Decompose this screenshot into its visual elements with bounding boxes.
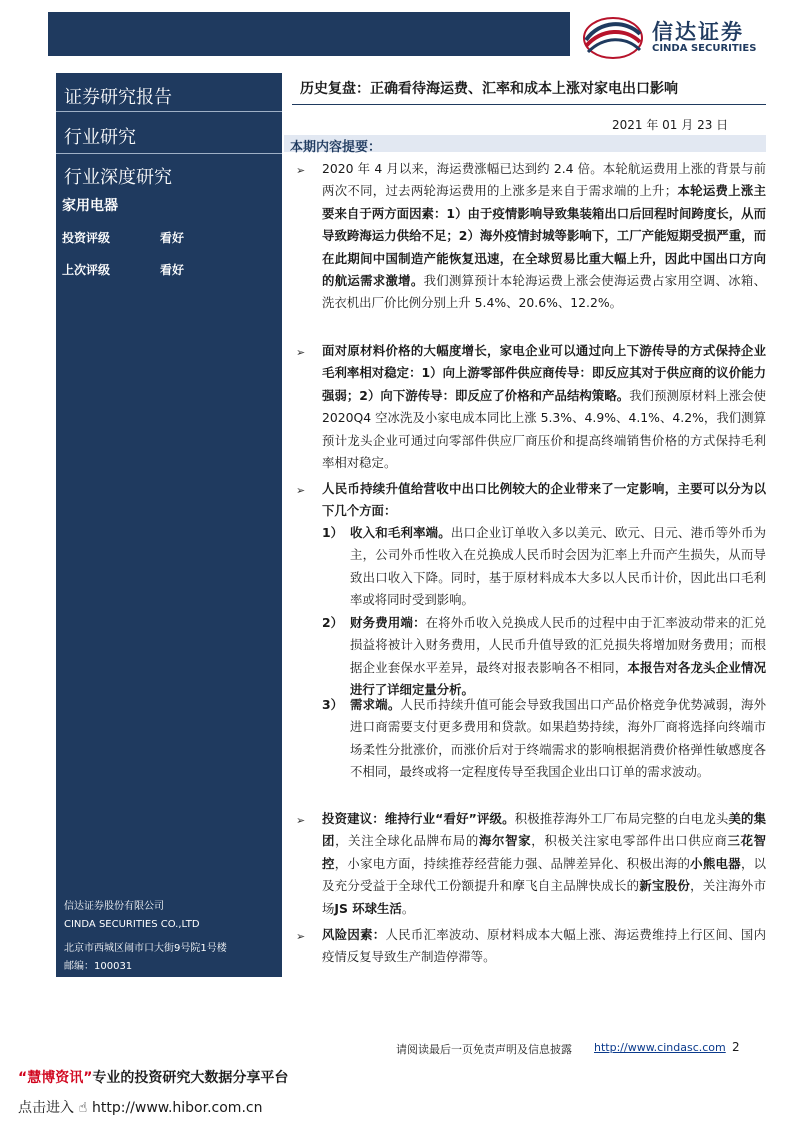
summary-paragraph-fx bbox=[322, 478, 766, 523]
text-segment: 。 bbox=[401, 900, 415, 916]
text-segment: ，以及充分受益于全球代工份额提升和摩飞自主品牌快成长的 bbox=[322, 855, 767, 894]
company-xinbao: 新宝股份 bbox=[639, 878, 691, 894]
report-sub-category: 行业深度研究 bbox=[64, 167, 172, 188]
bullet-arrow-icon: ➢ bbox=[296, 346, 306, 359]
summary-paragraph-investment bbox=[322, 808, 766, 920]
bullet-arrow-icon: ➢ bbox=[296, 164, 306, 177]
text-segment: 积极推荐海外工厂布局完整的白电龙头 bbox=[514, 811, 729, 826]
company-address: 北京市西城区闹市口大街9号院1号楼 bbox=[64, 943, 227, 954]
fx-item-3-body bbox=[350, 694, 766, 784]
watermark-brand: “慧博资讯” bbox=[18, 1070, 93, 1086]
company-name-cn: 信达证券股份有限公司 bbox=[64, 901, 164, 912]
rating-value: 看好 bbox=[160, 231, 185, 245]
text-segment: 出口企业订单收入多以美元、欧元、日元、港币等外币为主，公司外币性收入在兑换成人民币时会因为汇率上升而产生损失，从而导致出口收入下降。同时，基于原材料成本大多以人民币计价，因此出口毛利率或将同时受到影响。 bbox=[350, 525, 767, 608]
rating-label: 投资评级 bbox=[62, 231, 111, 245]
text-segment: 人民币汇率波动、原材料成本大幅上涨、海运费维持上行区间、国内疫情反复导致生产制造停滞等。 bbox=[322, 927, 767, 965]
logo-text-en: CINDA SECURITIES bbox=[652, 43, 757, 54]
watermark-link-line bbox=[18, 1097, 262, 1117]
watermark-url[interactable]: http://www.hibor.com.cn bbox=[92, 1100, 263, 1116]
disclaimer-note: 请阅读最后一页免责声明及信息披露 bbox=[396, 1043, 572, 1056]
text-segment: ，积极关注家电零部件出口供应商 bbox=[531, 833, 728, 849]
website-link[interactable]: http://www.cindasc.com bbox=[594, 1041, 726, 1054]
fx-item-2-body bbox=[350, 612, 766, 702]
bullet-arrow-icon: ➢ bbox=[296, 484, 306, 497]
divider bbox=[56, 153, 282, 154]
industry-name: 家用电器 bbox=[62, 198, 118, 214]
text-emphasis: 财务费用端： bbox=[350, 615, 426, 630]
text-segment: 2020 年 4 月以来，海运费涨幅已达到约 2.4 倍。本轮航运费用上涨的背景与前两次不同，过去两轮海运费用的上涨多是来自于需求端的上升； bbox=[322, 161, 766, 199]
item-number: 3） bbox=[322, 697, 344, 712]
report-type: 证券研究报告 bbox=[64, 87, 172, 108]
watermark-slogan bbox=[18, 1067, 288, 1087]
company-postcode: 邮编：100031 bbox=[64, 961, 133, 972]
text-emphasis: 需求端。 bbox=[350, 697, 401, 712]
company-sanhua: 三花智控 bbox=[322, 833, 767, 871]
summary-paragraph-risk bbox=[322, 924, 766, 969]
text-emphasis: 面对原材料价格的大幅度增长，家电企业可以通过向上下游传导的方式保持企业毛利率相对稳定：1）向上游零部件供应商传导：即反应其对于供应商的议价能力强弱；2）向下游传导：即反应了价格和产品结构策略。 bbox=[322, 343, 766, 403]
page-number: 2 bbox=[732, 1040, 740, 1054]
text-segment: ，关注全球化品牌布局的 bbox=[335, 833, 479, 849]
watermark-prefix: 点击进入 bbox=[18, 1100, 74, 1116]
company-js: JS 环球生活 bbox=[334, 900, 402, 916]
text-segment: 我们测算预计本轮海运费上涨会使海运费占家用空调、冰箱、洗衣机出厂价比例分别上升 5.4%、20.6%、12.2%。 bbox=[322, 273, 767, 311]
hand-pointer-icon: ☝ bbox=[78, 1100, 88, 1116]
text-segment: ，关注海外市场 bbox=[322, 878, 767, 916]
text-emphasis: 本报告对各龙头企业情况进行了详细定量分析。 bbox=[350, 659, 767, 698]
text-emphasis: 风险因素： bbox=[322, 927, 386, 942]
text-segment: 在将外币收入兑换成人民币的过程中由于汇率波动带来的汇兑损益将被计入财务费用，人民币升值导致的汇兑损失将增加财务费用；而根据企业套保水平差异，最终对报表影响各不相同， bbox=[350, 615, 767, 675]
logo-text-cn: 信达证券 bbox=[652, 20, 744, 44]
text-emphasis: 收入和毛利率端。 bbox=[350, 525, 451, 540]
prev-rating-label: 上次评级 bbox=[62, 263, 111, 277]
title-rule bbox=[292, 104, 766, 105]
text-segment: 我们预测原材料上涨会使 2020Q4 空冰洗及小家电成本同比上涨 5.3%、4.9%、4.1%、4.2%，我们测算预计龙头企业可通过向零部件供应厂商压价和提高终端销售价格的方式保持毛利率相对稳定。 bbox=[322, 387, 767, 471]
divider bbox=[56, 111, 282, 112]
page-title: 历史复盘：正确看待海运费、汇率和成本上涨对家电出口影响 bbox=[300, 81, 678, 97]
item-number: 1） bbox=[322, 525, 344, 540]
header-bar bbox=[48, 12, 570, 56]
summary-paragraph-materials bbox=[322, 340, 766, 474]
summary-paragraph-shipping bbox=[322, 158, 766, 315]
item-number: 2） bbox=[322, 615, 344, 630]
text-segment: 人民币持续升值可能会导致我国出口产品价格竞争优势减弱，海外进口商需要支付更多费用和贷款。如果趋势持续，海外厂商将选择向终端市场柔性分批涨价，而涨价后对于终端需求的影响根据消费价格弹性敏感度各不相同，最终或将一定程度传导至我国企业出口订单的需求波动。 bbox=[350, 697, 767, 780]
text-emphasis: 投资建议：维持行业“看好”评级。 bbox=[322, 811, 515, 826]
text-emphasis: 本轮运费上涨主要来自于两方面因素：1）由于疫情影响导致集装箱出口后回程时间跨度长，从而导致跨海运力供给不足；2）海外疫情封城等影响下，工厂产能短期受损严重，而在此期间中国制造产能恢复迅速，在全球贸易比重大幅上升，因此中国出口方向的航运需求激增。 bbox=[322, 183, 767, 289]
report-category: 行业研究 bbox=[64, 127, 136, 148]
cinda-logo-icon bbox=[582, 14, 644, 60]
prev-rating-value: 看好 bbox=[160, 263, 185, 277]
report-date: 2021 年 01 月 23 日 bbox=[612, 118, 729, 132]
text-emphasis: 人民币持续升值给营收中出口比例较大的企业带来了一定影响，主要可以分为以下几个方面： bbox=[322, 481, 766, 519]
text-segment: ，小家电方面，持续推荐经营能力强、品牌差异化、积极出海的 bbox=[334, 855, 691, 871]
company-bear: 小熊电器 bbox=[690, 855, 741, 871]
fx-item-1-body bbox=[350, 522, 766, 612]
company-haier: 海尔智家 bbox=[478, 833, 532, 849]
summary-label: 本期内容提要： bbox=[290, 140, 382, 155]
watermark-tagline: 专业的投资研究大数据分享平台 bbox=[92, 1070, 289, 1086]
company-midea: 美的集团 bbox=[322, 811, 767, 849]
sidebar bbox=[56, 73, 282, 977]
company-name-en: CINDA SECURITIES CO.,LTD bbox=[64, 919, 200, 930]
bullet-arrow-icon: ➢ bbox=[296, 814, 306, 827]
bullet-arrow-icon: ➢ bbox=[296, 930, 306, 943]
